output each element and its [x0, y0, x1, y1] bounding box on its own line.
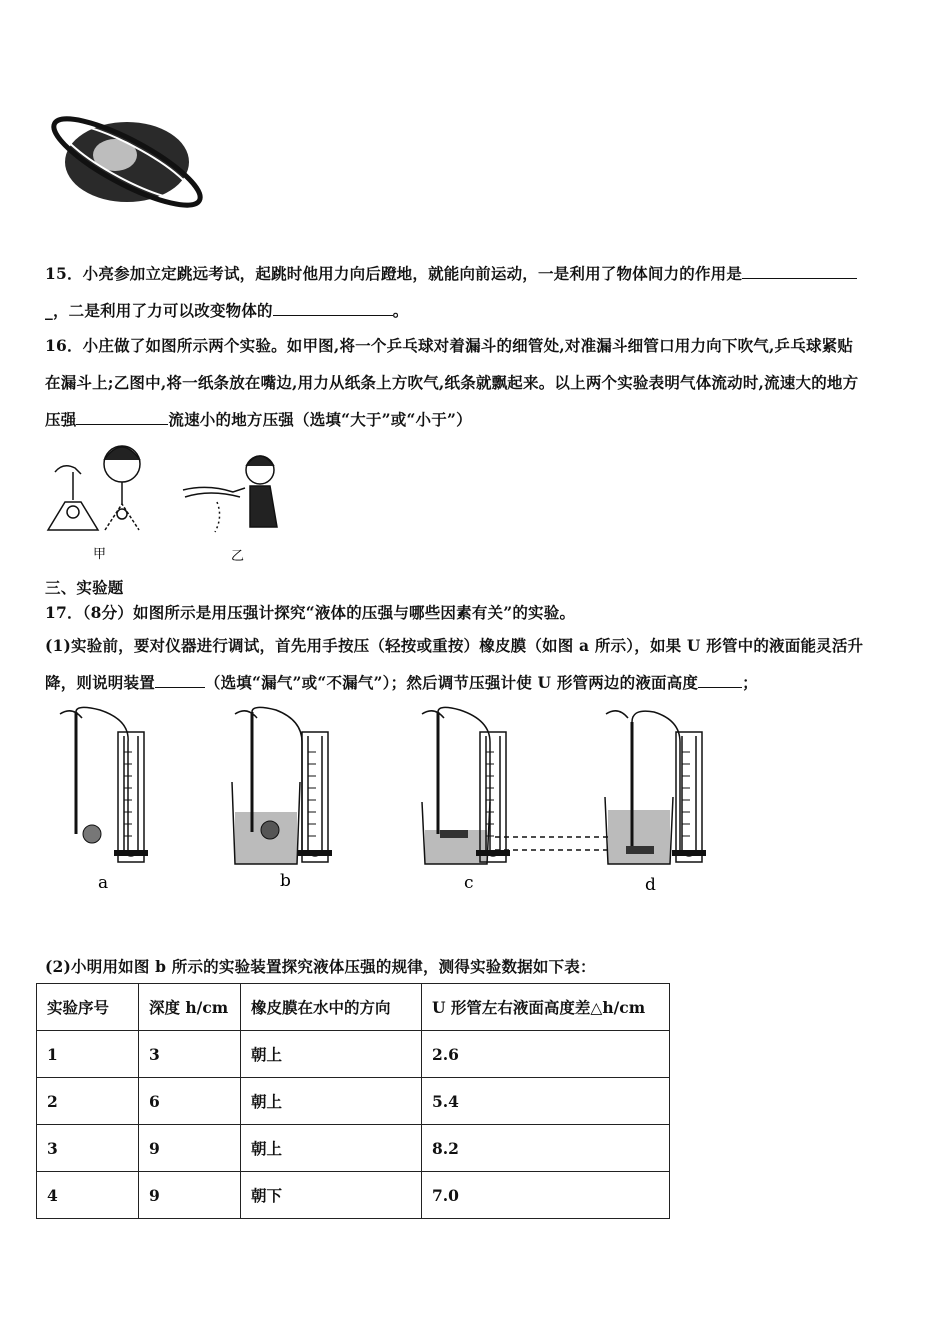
table-cell: 8.2 — [422, 1125, 670, 1172]
table-cell: 朝上 — [241, 1125, 422, 1172]
q15-line1 — [45, 262, 857, 284]
table-cell: 朝上 — [241, 1031, 422, 1078]
apparatus-c — [422, 707, 510, 864]
header-cell: U 形管左右液面高度差△h/cm — [422, 984, 670, 1031]
saturn-illustration — [45, 100, 210, 225]
funnel-experiment — [48, 466, 98, 530]
fig-label-jia: 甲 — [93, 547, 107, 562]
q15-line2 — [45, 299, 408, 321]
q15-text1: 15．小亮参加立定跳远考试，起跳时他用力向后蹬地，就能向前运动，一是利用了物体间力的作用是 — [45, 264, 743, 283]
header-cell: 橡皮膜在水中的方向 — [241, 984, 422, 1031]
table-cell: 7.0 — [422, 1172, 670, 1219]
q17-blank1[interactable] — [155, 686, 205, 688]
fig-label-a: a — [98, 873, 109, 893]
table-cell: 3 — [37, 1125, 139, 1172]
boy-with-funnel — [104, 446, 140, 530]
apparatus-a — [60, 707, 148, 862]
table-cell: 朝下 — [241, 1172, 422, 1219]
q15-text2: _，二是利用了力可以改变物体的 — [45, 301, 273, 320]
table-cell: 9 — [139, 1172, 241, 1219]
q17-text-c: ； — [742, 673, 758, 692]
fig-label-c: c — [464, 873, 474, 893]
fig-label-d: d — [645, 875, 656, 895]
table-cell: 9 — [139, 1125, 241, 1172]
table-row — [37, 1031, 670, 1078]
q17-text-b: （选填“漏气”或“不漏气”）；然后调节压强计使 U 形管两边的液面高度 — [204, 673, 699, 692]
q17-p2: (2)小明用如图 b 所示的实验装置探究液体压强的规律，测得实验数据如下表： — [45, 957, 596, 976]
table-cell: 1 — [37, 1031, 139, 1078]
apparatus-b — [232, 707, 332, 864]
q17-text-a: 降，则说明装置 — [45, 673, 155, 692]
q17-p1-line1: (1)实验前，要对仪器进行调试，首先用手按压（轻按或重按）橡皮膜（如图 a 所示），如果 U 形管中的液面能灵活升 — [45, 636, 864, 655]
q16-line1: 16．小庄做了如图所示两个实验。如甲图,将一个乒乓球对着漏斗的细管处,对准漏斗细管口用力向下吹气,乒乓球紧贴 — [45, 336, 854, 355]
boy-blowing-paper — [183, 456, 277, 532]
table-cell: 2.6 — [422, 1031, 670, 1078]
table-cell: 2 — [37, 1078, 139, 1125]
section-title: 三、实验题 — [45, 578, 124, 597]
pressure-gauge-figures — [40, 702, 720, 902]
table-header-row — [37, 984, 670, 1031]
fig-label-b: b — [280, 871, 291, 891]
q17-p1-line2 — [45, 671, 758, 693]
table-cell: 4 — [37, 1172, 139, 1219]
table-row — [37, 1078, 670, 1125]
data-table — [36, 983, 670, 1219]
q17-line1: 17．（8分）如图所示是用压强计探究“液体的压强与哪些因素有关”的实验。 — [45, 603, 576, 622]
header-cell: 深度 h/cm — [139, 984, 241, 1031]
table-cell: 朝上 — [241, 1078, 422, 1125]
q15-blank1[interactable] — [742, 277, 857, 279]
header-cell: 实验序号 — [37, 984, 139, 1031]
q16-text-a: 压强 — [45, 410, 77, 429]
table-row — [37, 1125, 670, 1172]
q15-text3: 。 — [392, 301, 409, 320]
q16-blank[interactable] — [76, 423, 168, 425]
fig-label-yi: 乙 — [231, 549, 245, 562]
table-cell: 5.4 — [422, 1078, 670, 1125]
q16-figure — [45, 442, 285, 562]
apparatus-d — [605, 711, 706, 864]
q15-blank2[interactable] — [273, 314, 393, 316]
q17-blank2[interactable] — [698, 686, 742, 688]
table-cell: 3 — [139, 1031, 241, 1078]
q16-line2: 在漏斗上;乙图中,将一纸条放在嘴边,用力从纸条上方吹气,纸条就飘起来。以上两个实验表明气体流动时,流速大的地方 — [45, 373, 859, 392]
table-cell: 6 — [139, 1078, 241, 1125]
q16-line3 — [45, 408, 472, 430]
table-row — [37, 1172, 670, 1219]
q16-text-b: 流速小的地方压强（选填“大于”或“小于”） — [168, 410, 472, 429]
